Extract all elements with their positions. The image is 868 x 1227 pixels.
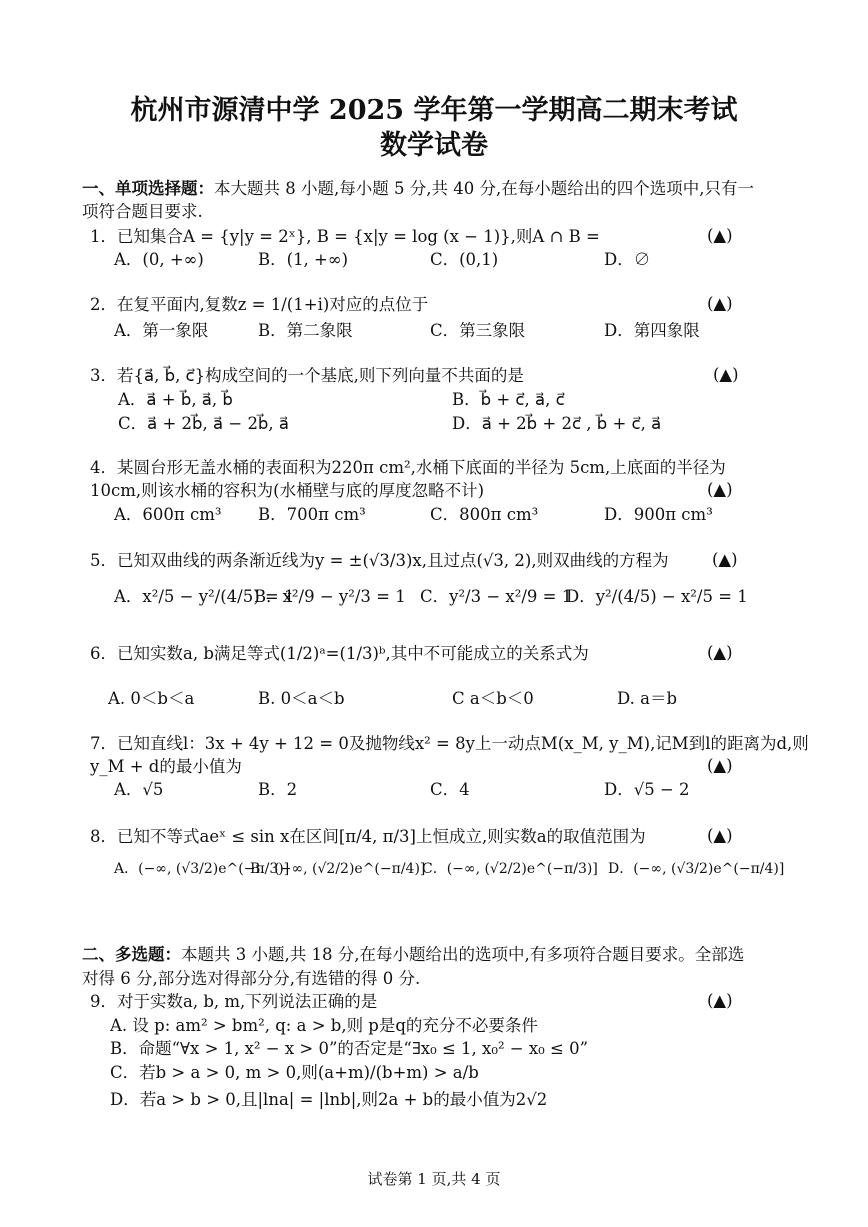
q2-option-b: B．第二象限	[258, 321, 353, 340]
q3-option-a: A．a⃗ + b⃗, a⃗, b⃗	[118, 390, 233, 409]
q6-option-c: C a＜b＜0	[452, 689, 534, 708]
q9-option-b: B．命题“∀x > 1, x² − x > 0”的否定是“∃x₀ ≤ 1, x₀² − x₀ ≤ 0”	[110, 1039, 589, 1058]
q7-option-c: C．4	[430, 780, 470, 799]
q4-option-d: D．900π cm³	[604, 505, 713, 524]
q6-option-d: D. a＝b	[617, 689, 678, 708]
q1-option-c: C．(0,1)	[430, 250, 499, 269]
answer-mark-8: (▲)	[707, 826, 733, 845]
question-6-stem: 6．已知实数a, b满足等式(1/2)ᵃ=(1/3)ᵇ,其中不可能成立的关系式为	[90, 644, 589, 663]
question-7-stem-line2: y_M + d的最小值为	[90, 757, 242, 776]
answer-mark-2: (▲)	[707, 294, 733, 313]
q1-option-a: A．(0, +∞)	[114, 250, 204, 269]
question-7-stem-line1: 7．已知直线l：3x + 4y + 12 = 0及抛物线x² = 8y上一动点M(x_M, y_M),记M到l的距离为d,则	[90, 734, 809, 753]
q4-option-a: A．600π cm³	[114, 505, 222, 524]
answer-mark-4: (▲)	[707, 480, 733, 499]
question-8-stem: 8．已知不等式aeˣ ≤ sin x在区间[π/4, π/3]上恒成立,则实数a的取值范围为	[90, 827, 646, 846]
section2-heading: 二、多选题：	[82, 945, 181, 964]
q3-option-b: B．b⃗ + c⃗, a⃗, c⃗	[452, 390, 565, 409]
exam-title: 杭州市源清中学 2025 学年第一学期高二期末考试	[130, 95, 738, 126]
question-3-stem: 3．若{a⃗, b⃗, c⃗}构成空间的一个基底,则下列向量不共面的是	[90, 366, 524, 385]
q9-option-d: D．若a > b > 0,且|lna| = |lnb|,则2a + b的最小值为2√2	[110, 1090, 548, 1109]
q9-option-a: A. 设 p: am² > bm², q: a > b,则 p是q的充分不必要条件	[110, 1016, 538, 1035]
q7-option-d: D．√5 − 2	[604, 780, 690, 799]
q1-option-b: B．(1, +∞)	[258, 250, 349, 269]
q3-option-d: D．a⃗ + 2b⃗ + 2c⃗ , b⃗ + c⃗, a⃗	[452, 414, 662, 433]
q5-option-b: B．x²/9 − y²/3 = 1	[254, 587, 406, 606]
q4-option-c: C．800π cm³	[430, 505, 539, 524]
section2-intro-line2: 对得 6 分,部分选对得部分分,有选错的得 0 分.	[82, 969, 421, 988]
section1-intro-line2: 项符合题目要求.	[82, 202, 203, 221]
q6-option-b: B. 0＜a＜b	[258, 689, 345, 708]
answer-mark-1: (▲)	[707, 226, 733, 245]
section1-heading: 一、单项选择题：	[82, 179, 214, 198]
q8-option-a: A．(−∞, (√3/2)e^(−π/3)]	[114, 861, 290, 877]
answer-mark-3: (▲)	[713, 365, 739, 384]
question-2-stem: 2．在复平面内,复数z = 1/(1+i)对应的点位于	[90, 295, 429, 314]
answer-mark-7: (▲)	[707, 756, 733, 775]
section1-intro	[82, 178, 754, 200]
section2-intro	[82, 944, 744, 966]
section2-intro-line1: 本题共 3 小题,共 18 分,在每小题给出的选项中,有多项符合题目要求。全部选	[181, 945, 745, 964]
q3-option-c: C．a⃗ + 2b⃗, a⃗ − 2b⃗, a⃗	[118, 414, 290, 433]
q2-option-c: C．第三象限	[430, 321, 526, 340]
question-4-stem-line1: 4．某圆台形无盖水桶的表面积为220π cm²,水桶下底面的半径为 5cm,上底面的半径为	[90, 458, 726, 477]
answer-mark-6: (▲)	[707, 643, 733, 662]
question-1-stem: 1．已知集合A = {y|y = 2ˣ}, B = {x|y = log (x − 1)},则A ∩ B =	[90, 227, 600, 246]
q9-option-c: C．若b > a > 0, m > 0,则(a+m)/(b+m) > a/b	[110, 1063, 479, 1082]
q5-option-d: D．y²/(4/5) − x²/5 = 1	[566, 587, 748, 606]
q5-option-c: C．y²/3 − x²/9 = 1	[420, 587, 573, 606]
q6-option-a: A. 0＜b＜a	[108, 689, 195, 708]
q4-option-b: B．700π cm³	[258, 505, 366, 524]
q7-option-b: B．2	[258, 780, 298, 799]
q5-option-a: A．x²/5 − y²/(4/5) = 1	[114, 587, 295, 606]
q8-option-c: C．(−∞, (√2/2)e^(−π/3)]	[422, 861, 598, 877]
answer-mark-5: (▲)	[712, 550, 738, 569]
question-5-stem: 5．已知双曲线的两条渐近线为y = ±(√3/3)x,且过点(√3, 2),则双曲线的方程为	[90, 551, 669, 570]
question-4-stem-line2: 10cm,则该水桶的容积为(水桶壁与底的厚度忽略不计)	[90, 481, 485, 500]
q2-option-a: A．第一象限	[114, 321, 209, 340]
q7-option-a: A．√5	[114, 780, 164, 799]
question-9-stem: 9．对于实数a, b, m,下列说法正确的是	[90, 992, 378, 1011]
q8-option-d: D．(−∞, (√3/2)e^(−π/4)]	[608, 861, 785, 877]
answer-mark-9: (▲)	[707, 991, 733, 1010]
exam-subtitle: 数学试卷	[380, 130, 488, 161]
q8-option-b: B．(−∞, (√2/2)e^(−π/4)]	[250, 861, 426, 877]
q2-option-d: D．第四象限	[604, 321, 700, 340]
page-footer: 试卷第 1 页,共 4 页	[367, 1170, 501, 1188]
section1-intro-line1: 本大题共 8 小题,每小题 5 分,共 40 分,在每小题给出的四个选项中,只有一	[214, 179, 754, 198]
q1-option-d: D．∅	[604, 250, 651, 269]
